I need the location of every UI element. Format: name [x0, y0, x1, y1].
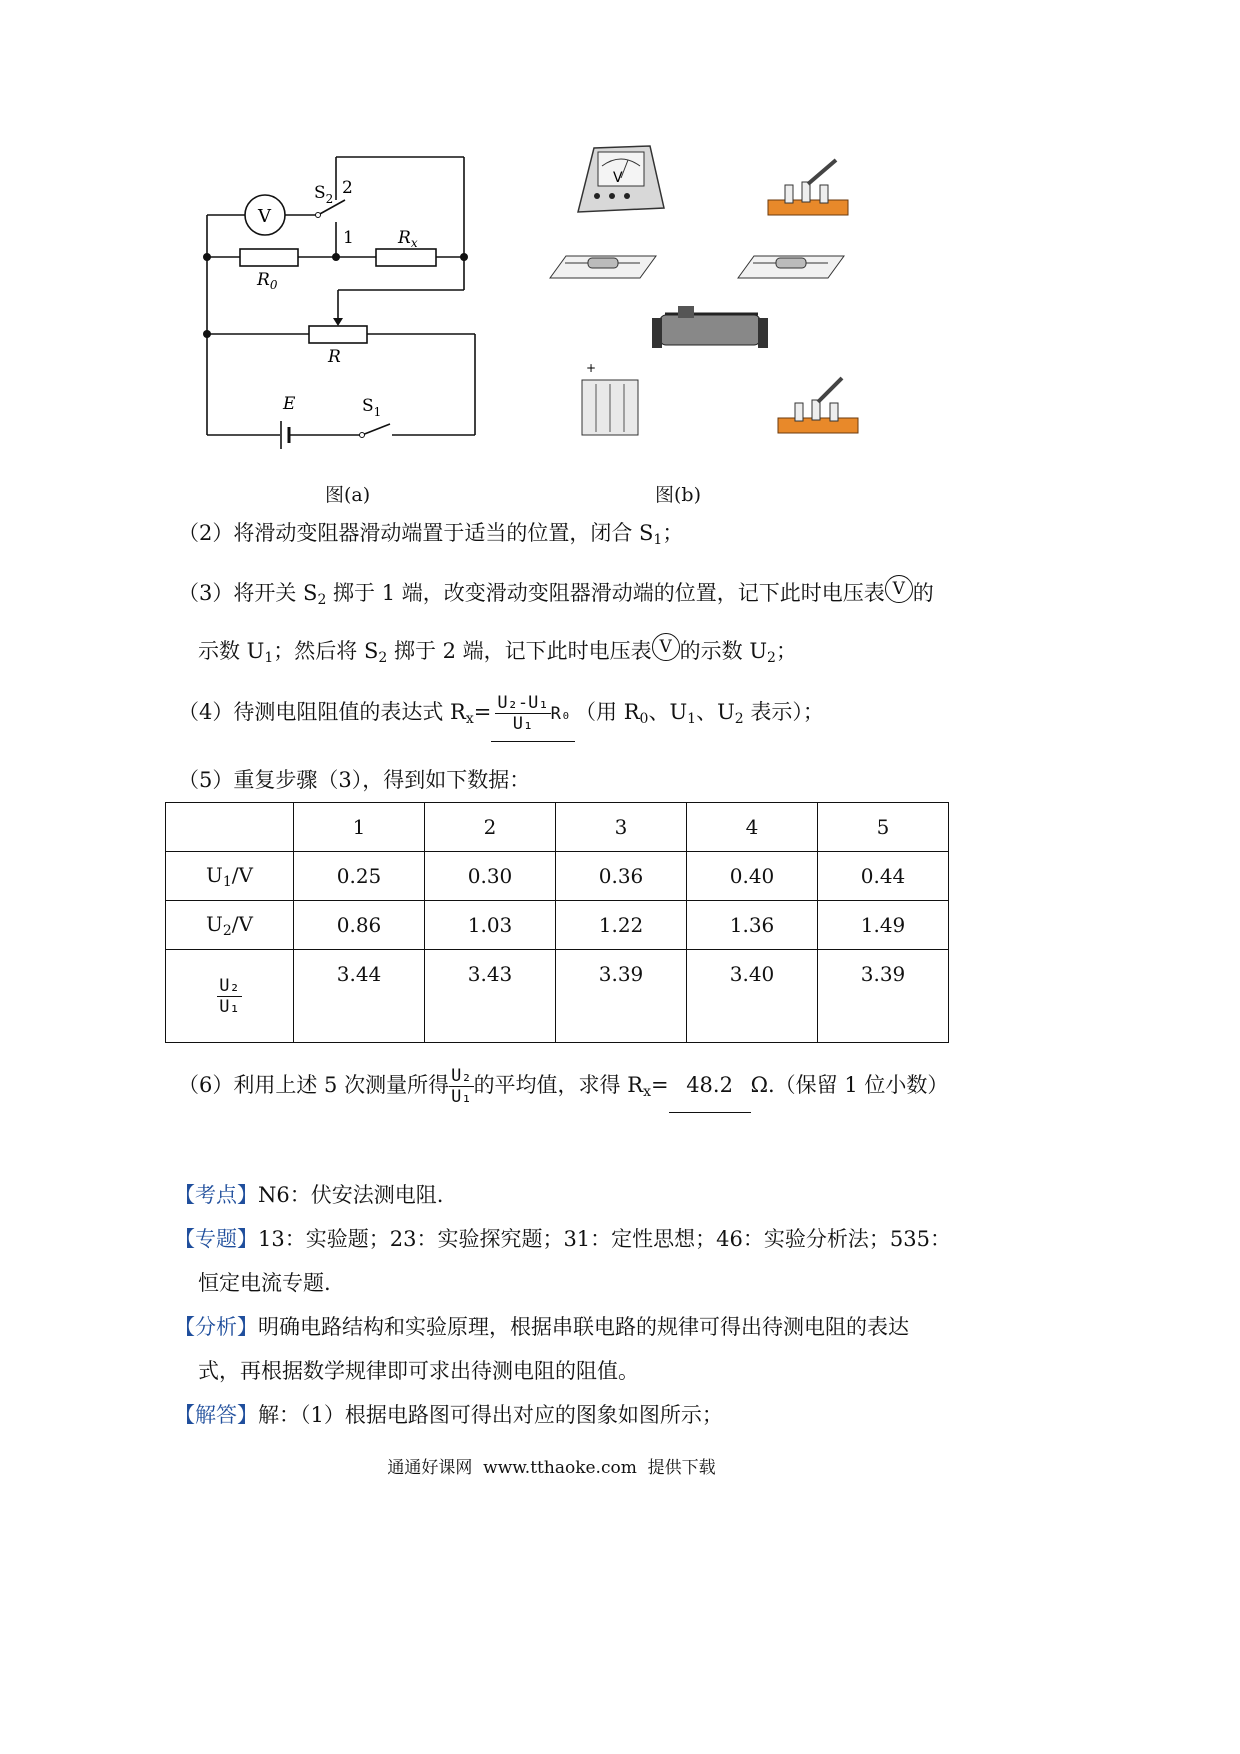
label-pos2: 2: [342, 178, 353, 198]
zhuanti-line-2: 恒定电流专题.: [198, 1271, 331, 1295]
fenxi-line-1: 【分析】明确电路结构和实验原理，根据串联电路的规律可得出待测电阻的表达: [174, 1315, 909, 1339]
step-2: （2）将滑动变阻器滑动端置于适当的位置，闭合 $S_1$；: [178, 521, 684, 548]
tag-kaodian: 【考点】: [174, 1183, 258, 1207]
step-6: （6）利用上述 5 次测量所得 $\frac{\text{U₂}}{\text{U₁}}$ 的平均值，求得 $R_x= 48.2$ Ω.（保留 1 位小数）: [178, 1058, 948, 1119]
junction-dot: [203, 253, 211, 261]
voltmeter-symbol: V: [885, 575, 913, 603]
label-rx: $R_x$: [398, 228, 418, 250]
table-row: $U_2/V$ 0.86 1.03 1.22 1.36 1.49: [166, 901, 949, 950]
label-pos1: 1: [343, 228, 354, 248]
tag-zhuanti: 【专题】: [174, 1227, 258, 1251]
rheostat-device-icon: [652, 306, 768, 348]
answer-blank-rx-value: 48.2: [669, 1058, 751, 1113]
page-footer: 通通好课网 www.tthaoke.com 提供下载: [387, 1458, 716, 1478]
step-5: （5）重复步骤（3），得到如下数据：: [178, 768, 531, 792]
knife-switch-icon: [768, 160, 848, 215]
resistor-rx: [376, 249, 436, 266]
rheostat-r: [309, 326, 367, 343]
resistor-r0: [240, 249, 298, 266]
ratio-fraction: $\frac{\text{U₂}}{\text{U₁}}$: [451, 1066, 472, 1107]
answer-blank-rx-formula: $\frac{\text{U₂-U₁}}{\text{U₁}}$ R₀: [491, 685, 575, 742]
label-s1: $S_1$: [362, 396, 382, 419]
kaodian: 【考点】N6：伏安法测电阻.: [174, 1183, 444, 1207]
tag-jieda: 【解答】: [174, 1403, 258, 1427]
svg-text:V: V: [613, 170, 623, 186]
resistor-board-icon: [550, 256, 656, 278]
figure-b-caption: 图(b): [655, 484, 701, 506]
fenxi-line-2: 式，再根据数学规律即可求出待测电阻的阻值。: [198, 1359, 639, 1383]
zhuanti-line-1: 【专题】13：实验题；23：实验探究题；31：定性思想；46：实验分析法；535：: [174, 1227, 951, 1251]
circuit-diagram: [150, 140, 510, 460]
row-label: $\frac{\text{U₂}}{\text{U₁}}$: [166, 950, 294, 1043]
voltmeter-symbol: V: [652, 633, 680, 661]
voltmeter-device-icon: [578, 146, 664, 212]
figure-a-caption: 图(a): [325, 484, 371, 506]
data-table: [165, 802, 949, 1043]
slider-arrow-icon: [333, 318, 343, 326]
resistor-board-icon: [738, 256, 844, 278]
rx-fraction: $\frac{\text{U₂-U₁}}{\text{U₁}}$: [497, 693, 549, 734]
label-r0: $R_0$: [257, 270, 278, 292]
row-label: $U_1/V$: [166, 852, 294, 901]
battery-device-icon: [582, 361, 638, 435]
table-row: $\frac{\text{U₂}}{\text{U₁}}$ 3.44 3.43 3.39 3.40 3.39: [166, 950, 949, 1043]
junction-dot: [332, 253, 340, 261]
junction-dot: [203, 330, 211, 338]
step-3-line-2: 示数 $U_1$；然后将 $S_2$ 掷于 2 端，记下此时电压表 V 的示数 $U_2$；: [198, 633, 797, 673]
voltmeter-label: V: [258, 206, 271, 227]
junction-dot: [460, 253, 468, 261]
step-4: （4）待测电阻阻值的表达式 $R_x=$ $\frac{\text{U₂-U₁}}{\text{U₁}}$ R₀ （用 $R_0$、$U_1$、$U_2$ 表示）；: [178, 685, 824, 746]
jieda: 【解答】解：（1）根据电路图可得出对应的图象如图所示；: [174, 1403, 723, 1427]
table-row: $U_1/V$ 0.25 0.30 0.36 0.40 0.44: [166, 852, 949, 901]
label-e: E: [283, 394, 296, 414]
label-r: R: [328, 347, 341, 367]
label-s2: $S_2$: [314, 183, 334, 206]
row-label: $U_2/V$: [166, 901, 294, 950]
equipment-illustration: [540, 135, 870, 445]
table-header-row: 1 2 3 4 5: [166, 803, 949, 852]
knife-switch-icon: [778, 378, 858, 433]
step-3-line-1: （3）将开关 $S_2$ 掷于 1 端，改变滑动变阻器滑动端的位置，记下此时电压表 V 的: [178, 575, 934, 615]
tag-fenxi: 【分析】: [174, 1315, 258, 1339]
svg-text:+: +: [586, 361, 597, 375]
